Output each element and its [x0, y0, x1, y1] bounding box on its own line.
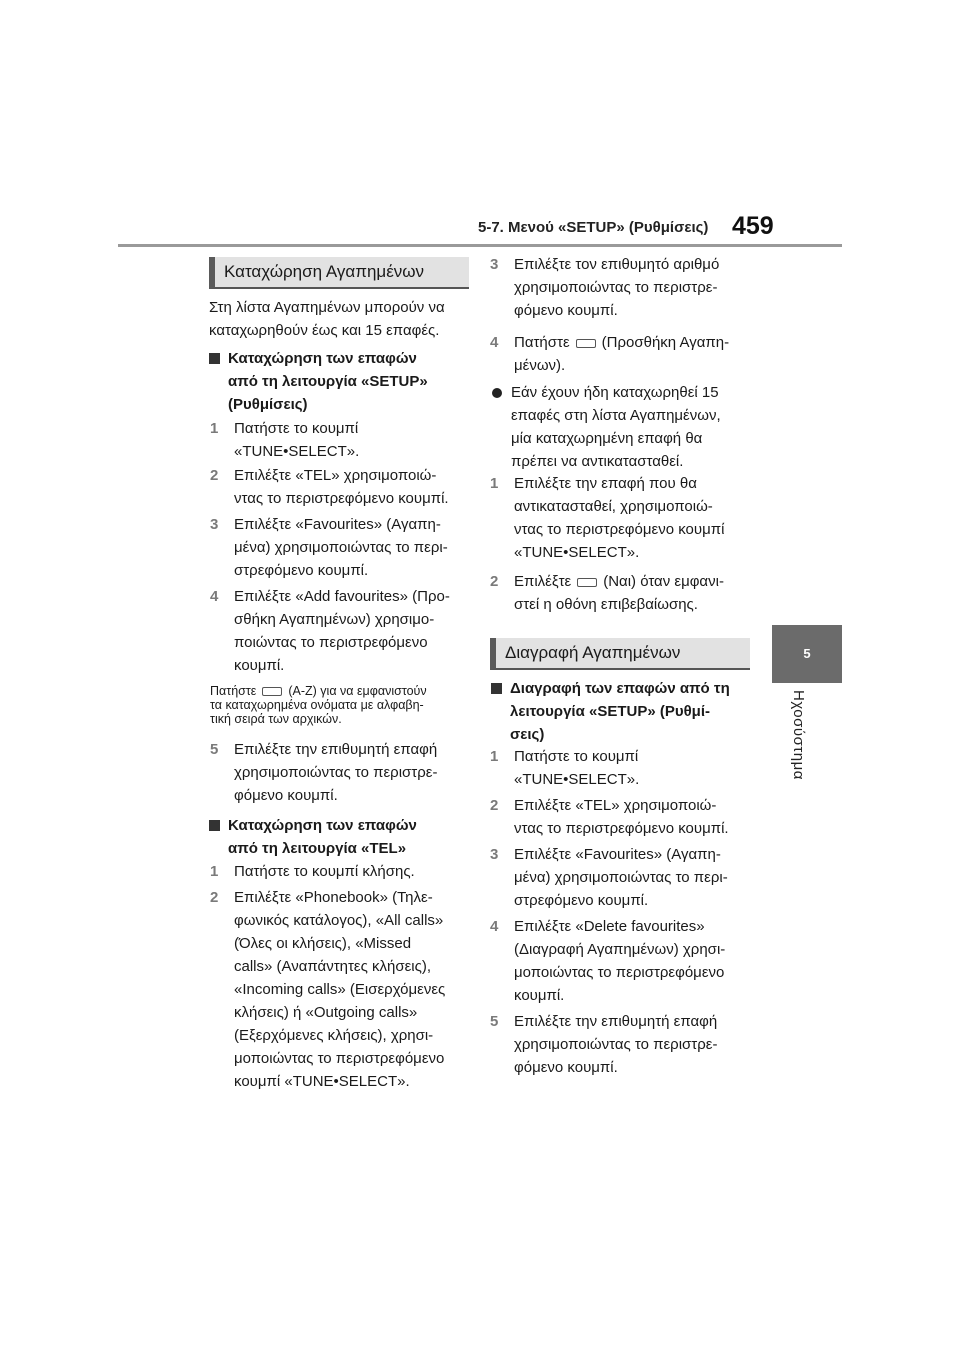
step-item	[490, 570, 779, 616]
step-line: χρησιμοποιώντας το περιστρε-	[234, 764, 438, 781]
step-line: μένα) χρησιμοποιώντας το περι-	[514, 869, 728, 886]
step-line: ντας το περιστρεφόμενο κουμπί.	[514, 820, 729, 837]
step-line: «Incoming calls» (Εισερχόμενες	[234, 981, 446, 998]
step-line: κουμπί «TUNE•SELECT».	[234, 1073, 410, 1090]
square-bullet-icon	[209, 353, 220, 364]
bullet-line: επαφές στη λίστα Αγαπημένων,	[511, 407, 721, 424]
step-line: Επιλέξτε «Favourites» (Αγαπη-	[514, 846, 721, 863]
step-line: κλήσεις) ή «Outgoing calls»	[234, 1004, 418, 1021]
step-line: Επιλέξτε την επαφή που θα	[514, 475, 697, 492]
step-line	[514, 331, 779, 354]
step-item	[210, 738, 499, 807]
subheading-line: Καταχώρηση των επαφών	[228, 350, 417, 367]
step-text: Επιλέξτε	[514, 573, 572, 590]
step-line: Επιλέξτε «TEL» χρησιμοποιώ-	[514, 797, 717, 814]
bullet-line: μία καταχωρημένη επαφή θα	[511, 430, 703, 447]
step-item	[490, 331, 779, 377]
square-bullet-icon	[209, 820, 220, 831]
step-number: 4	[490, 334, 499, 351]
note-line: τική σειρά των αρχικών.	[210, 712, 342, 726]
bullet-line: Εάν έχουν ήδη καταχωρηθεί 15	[511, 384, 719, 401]
subheading-tel	[209, 814, 490, 860]
note-line: τα καταχωρημένα ονόματα με αλφαβη-	[210, 698, 424, 712]
step-item	[210, 860, 496, 883]
step-line: κουμπί.	[514, 987, 565, 1004]
step-line: Επιλέξτε «Favourites» (Αγαπη-	[234, 516, 441, 533]
step-line: Επιλέξτε «Add favourites» (Προ-	[234, 588, 450, 605]
step-line: αντικατασταθεί, χρησιμοποιώ-	[514, 498, 713, 515]
step-item	[210, 886, 499, 1093]
step-line: χρησιμοποιώντας το περιστρε-	[514, 1036, 718, 1053]
step-line: σθήκη Αγαπημένων) χρησιμο-	[234, 611, 435, 628]
subheading-setup	[209, 347, 490, 416]
step-item	[490, 794, 779, 840]
step-line	[514, 570, 779, 593]
step-line: Επιλέξτε την επιθυμητή επαφή	[234, 741, 438, 758]
square-bullet-icon	[491, 683, 502, 694]
step-line: Επιλέξτε την επιθυμητή επαφή	[514, 1013, 718, 1030]
note-text: (A-Z) για να εμφανιστούν	[288, 684, 427, 698]
section-heading-register: Καταχώρηση Αγαπημένων	[209, 257, 469, 289]
bullet-paragraph	[491, 381, 776, 473]
step-line: χρησιμοποιώντας το περιστρε-	[514, 279, 718, 296]
step-line: φόμενο κουμπί.	[514, 1059, 618, 1076]
step-item	[490, 843, 779, 912]
bullet-line: πρέπει να αντικατασταθεί.	[511, 453, 684, 470]
step-line: (Διαγραφή Αγαπημένων) χρησι-	[514, 941, 726, 958]
step-line: «TUNE•SELECT».	[514, 771, 640, 788]
step-line: στρεφόμενο κουμπί.	[234, 562, 369, 579]
step-number: 4	[210, 588, 219, 605]
subheading-line: από τη λειτουργία «TEL»	[228, 840, 407, 857]
step-item	[490, 253, 779, 322]
step-line: μοποιώντας το περιστρεφόμενο	[514, 964, 725, 981]
subheading-line: Διαγραφή των επαφών από τη	[510, 680, 730, 697]
step-item	[210, 585, 496, 677]
step-line: φόμενο κουμπί.	[514, 302, 618, 319]
step-number: 2	[490, 797, 499, 814]
step-line: «TUNE•SELECT».	[514, 544, 640, 561]
step-line: μένων).	[514, 357, 566, 374]
step-line: Επιλέξτε «TEL» χρησιμοποιώ-	[234, 467, 437, 484]
step-line: φωνικός κατάλογος), «All calls»	[234, 912, 444, 929]
step-number: 4	[490, 918, 499, 935]
section-heading-delete: Διαγραφή Αγαπημένων	[490, 638, 750, 670]
step-number: 3	[490, 846, 499, 863]
running-header: 5-7. Μενού «SETUP» (Ρυθμίσεις)	[478, 219, 709, 236]
button-placeholder-icon	[577, 578, 597, 587]
step-line: Επιλέξτε «Delete favourites»	[514, 918, 705, 935]
subheading-line: (Ρυθμίσεις)	[228, 396, 308, 413]
step-item	[210, 464, 499, 510]
step-line: (Όλες οι κλήσεις), «Missed	[234, 935, 412, 952]
step-line: στεί η οθόνη επιβεβαίωσης.	[514, 596, 698, 613]
subheading-line: από τη λειτουργία «SETUP»	[228, 373, 428, 390]
step-item	[490, 915, 779, 1007]
step-number: 2	[210, 889, 219, 906]
step-line: Πατήστε το κουμπί	[234, 420, 359, 437]
step-text: (Προσθήκη Αγαπη-	[601, 334, 730, 351]
intro-line: Στη λίστα Αγαπημένων μπορούν να	[209, 299, 445, 316]
step-text: Πατήστε	[514, 334, 570, 351]
step-line: (Εξερχόμενες κλήσεις), χρησι-	[234, 1027, 434, 1044]
step-line: Πατήστε το κουμπί κλήσης.	[234, 863, 415, 880]
intro-paragraph	[209, 296, 471, 342]
step-item	[490, 1010, 779, 1079]
button-placeholder-icon	[262, 687, 282, 696]
subheading-line: σεις)	[510, 726, 545, 743]
step-number: 2	[210, 467, 219, 484]
step-number: 2	[490, 573, 499, 590]
note-text: Πατήστε	[210, 684, 257, 698]
step-line: Πατήστε το κουμπί	[514, 748, 639, 765]
step-item	[490, 472, 779, 564]
step-line: Επιλέξτε τον επιθυμητό αριθμό	[514, 256, 720, 273]
step-line: κουμπί.	[234, 657, 285, 674]
header-divider	[118, 244, 842, 247]
page-number: 459	[732, 212, 774, 240]
step-line: ποιώντας το περιστρεφόμενο	[234, 634, 428, 651]
step-number: 5	[490, 1013, 499, 1030]
chapter-tab: 5	[772, 625, 842, 683]
bullet-dot-icon	[492, 388, 502, 398]
step-line: «TUNE•SELECT».	[234, 443, 360, 460]
step-number: 3	[490, 256, 499, 273]
subheading-line: λειτουργία «SETUP» (Ρυθμί-	[510, 703, 711, 720]
chapter-label: Ηχοσύστημα	[790, 690, 807, 780]
step-line: μοποιώντας το περιστρεφόμενο	[234, 1050, 445, 1067]
step-line: Επιλέξτε «Phonebook» (Τηλε-	[234, 889, 433, 906]
step-text: (Ναι) όταν εμφανι-	[603, 573, 724, 590]
subheading-line: Καταχώρηση των επαφών	[228, 817, 417, 834]
step-number: 3	[210, 516, 219, 533]
step-item	[210, 513, 496, 582]
step-number: 1	[210, 863, 219, 880]
intro-line: καταχωρηθούν έως και 15 επαφές.	[209, 322, 440, 339]
step-number: 1	[210, 420, 219, 437]
step-line: στρεφόμενο κουμπί.	[514, 892, 649, 909]
step-number: 5	[210, 741, 219, 758]
step-line: μένα) χρησιμοποιώντας το περι-	[234, 539, 448, 556]
subheading-delete-setup	[491, 677, 775, 746]
note-line	[210, 684, 472, 698]
step-number: 1	[490, 748, 499, 765]
button-placeholder-icon	[576, 339, 596, 348]
step-line: calls» (Αναπάντητες κλήσεις),	[234, 958, 432, 975]
step-item	[210, 417, 496, 463]
step-line: φόμενο κουμπί.	[234, 787, 338, 804]
note-paragraph	[210, 684, 472, 726]
step-item	[490, 745, 779, 791]
step-line: ντας το περιστρεφόμενο κουμπί	[514, 521, 725, 538]
step-line: ντας το περιστρεφόμενο κουμπί.	[234, 490, 449, 507]
step-number: 1	[490, 475, 499, 492]
